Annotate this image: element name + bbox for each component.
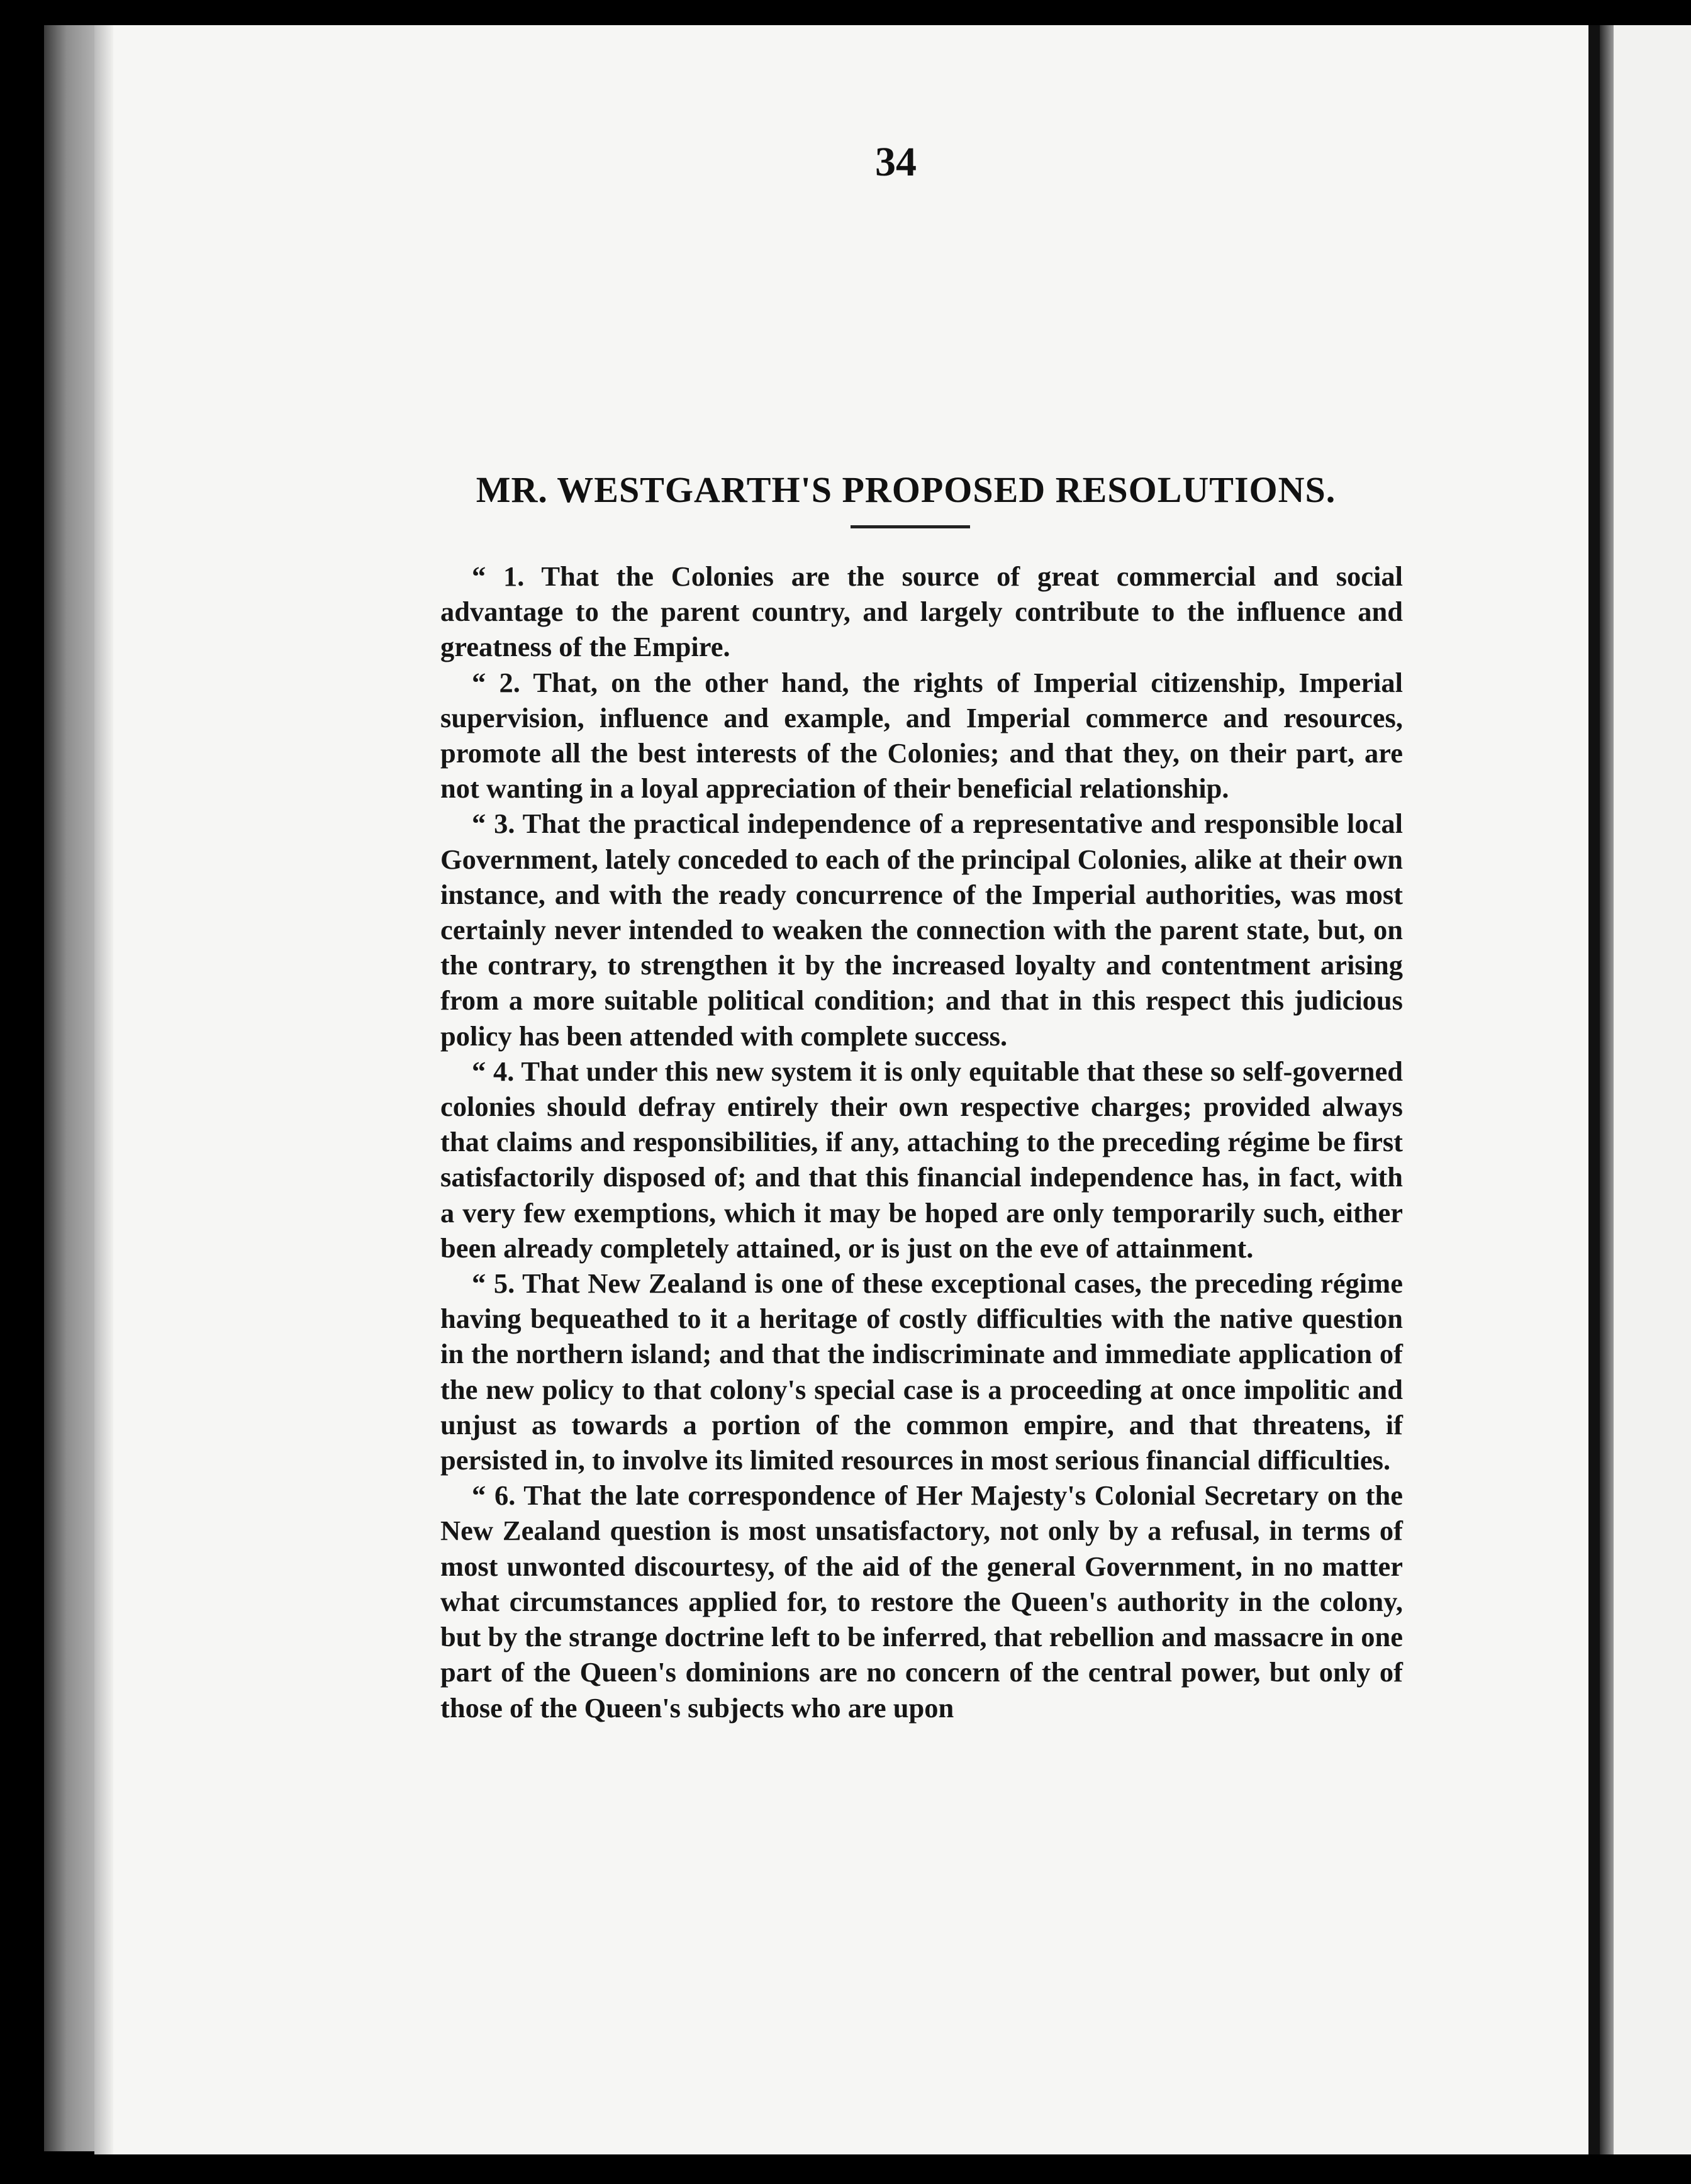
resolution-1: “ 1. That the Colonies are the source of great commercial and social advantage to the parent country, and largely contribute to the influence and greatness of the Empire. [440,560,1403,663]
binding-edge [44,25,101,2151]
resolution-5: “ 5. That New Zealand is one of these exceptional cases, the preceding régime having bequeathed to it a heritage of costly difficulties with the native question in the northern island; and that the indiscriminate and immediate application of the new policy to that colony's special case is a proceeding at once impolitic and unjust as towards a portion of the common empire, and that threatens, if persisted in, to involve its limited resources in most serious financial difficulties. [440,1268,1403,1476]
resolution-4: “ 4. That under this new system it is only equitable that these so self-governed colonies should defray entirely their own respective charges; provided always that claims and responsibilities, if any, attaching to the preceding régime be first satisfactorily disposed of; and that this financial independence has, in fact, with a very few exemptions, which it may be hoped are only temporarily such, either been already completely attained, or is just on the eve of attainment. [440,1055,1403,1264]
page-heading: MR. WESTGARTH'S PROPOSED RESOLUTIONS. [476,469,1336,510]
page-number: 34 [875,139,917,185]
resolution-3: “ 3. That the practical independence of a representative and responsible local Government, lately conceded to each of the principal Colonies, alike at their own instance, and with the ready concurrence of the Imperial authorities, was most certainly never intended to weaken the connection with the parent state, but, on the contrary, to strengthen it by the increased loyalty and contentment arising from a more suitable political condition; and that in this respect this judicious policy has been attended with complete success. [440,808,1403,1052]
page-gutter [1588,25,1600,2154]
heading-divider [851,525,970,528]
resolutions-body [440,559,1403,1725]
resolution-2: “ 2. That, on the other hand, the rights of Imperial citizenship, Imperial supervision, influence and example, and Imperial commerce and resources, promote all the best interests of the Colonies; and that they, on their part, are not wanting in a loyal appreciation of their beneficial relationship. [440,666,1403,805]
facing-page-edge [1600,25,1691,2154]
resolution-6: “ 6. That the late correspondence of Her Majesty's Colonial Secretary on the New Zealand question is most unsatisfactory, not only by a refusal, in terms of most unwonted discourtesy, of the aid of the general Government, in no matter what circumstances applied for, to restore the Queen's authority in the colony, but by the strange doctrine left to be inferred, that rebellion and massacre in one part of the Queen's dominions are no concern of the central power, but only of those of the Queen's subjects who are upon [440,1479,1403,1724]
